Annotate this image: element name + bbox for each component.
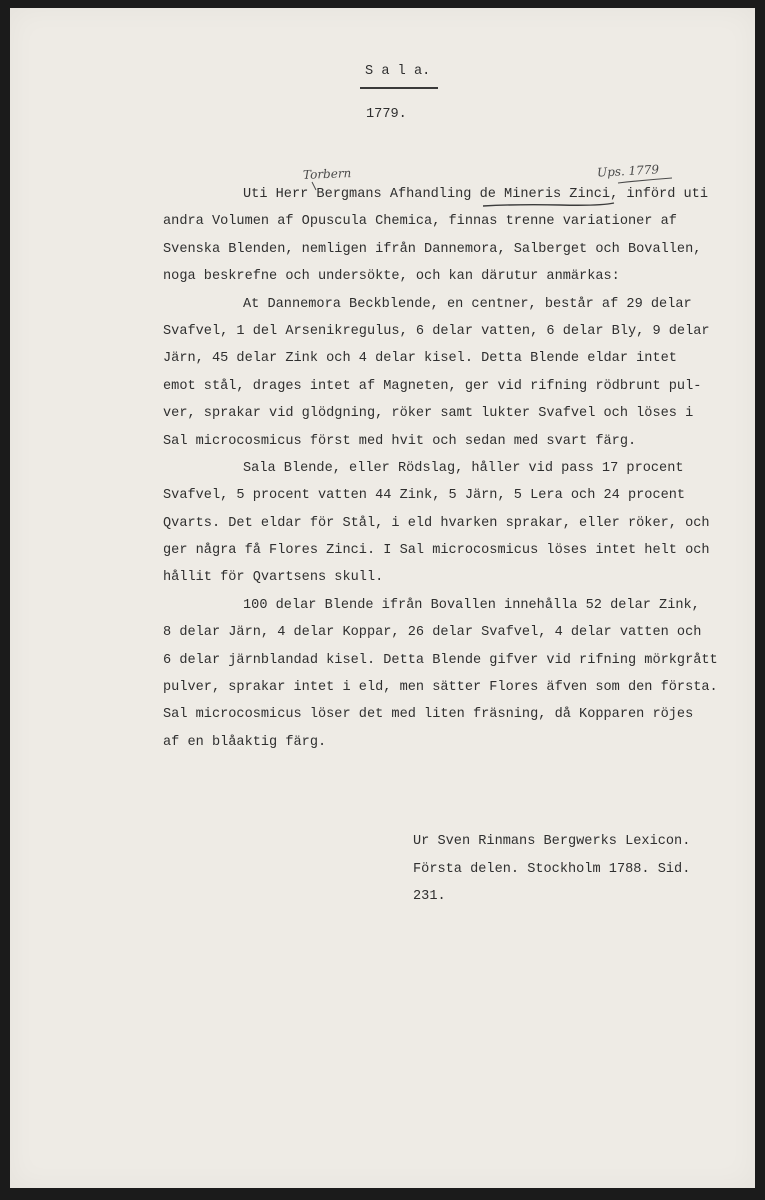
body-line: 8 delar Järn, 4 delar Koppar, 26 delar Svafvel, 4 delar vatten och bbox=[163, 625, 702, 641]
body-line: Svafvel, 1 del Arsenikregulus, 6 delar vatten, 6 delar Bly, 9 delar bbox=[163, 323, 710, 339]
title-underline bbox=[360, 87, 438, 89]
body-line: Uti Herr Bergmans Afhandling de Mineris Zinci, införd uti bbox=[243, 187, 708, 202]
body-line: 6 delar järnblandad kisel. Detta Blende gifver vid rifning mörkgrått bbox=[163, 652, 718, 668]
body-line: af en blåaktig färg. bbox=[163, 734, 327, 750]
body-line: Svafvel, 5 procent vatten 44 Zink, 5 Järn, 5 Lera och 24 procent bbox=[163, 488, 686, 504]
body-line: Sal microcosmicus först med hvit och sedan med svart färg. bbox=[163, 433, 637, 449]
body-line: andra Volumen af Opuscula Chemica, finnas trenne variationer af bbox=[163, 214, 677, 230]
page-title: S a l a. bbox=[365, 64, 431, 79]
handwritten-author-name: Torbern bbox=[302, 166, 352, 182]
body-line: Qvarts. Det eldar för Stål, i eld hvarken sprakar, eller röker, och bbox=[163, 515, 710, 531]
body-line: 100 delar Blende ifrån Bovallen innehålla 52 delar Zink, bbox=[243, 597, 700, 613]
source-line: Ur Sven Rinmans Bergwerks Lexicon. bbox=[413, 834, 691, 849]
source-line: 231. bbox=[413, 889, 446, 904]
body-line: Sala Blende, eller Rödslag, håller vid pass 17 procent bbox=[243, 460, 684, 476]
body-line: Svenska Blenden, nemligen ifrån Dannemora, Salberget och Bovallen, bbox=[163, 241, 702, 257]
body-line: At Dannemora Beckblende, en centner, består af 29 delar bbox=[243, 296, 692, 312]
body-line: Järn, 45 delar Zink och 4 delar kisel. Detta Blende eldar intet bbox=[163, 351, 677, 367]
body-line: ver, sprakar vid glödgning, röker samt lukter Svafvel och löses i bbox=[163, 406, 694, 422]
body-line: emot stål, drages intet af Magneten, ger vid rifning rödbrunt pul- bbox=[163, 378, 702, 394]
body-line: ger några få Flores Zinci. I Sal microcosmicus löses intet helt och bbox=[163, 543, 710, 559]
body-line: noga beskrefne och undersökte, och kan därutur anmärkas: bbox=[163, 269, 620, 285]
handwritten-publication-note: Ups. 1779 bbox=[596, 162, 660, 180]
body-line: pulver, sprakar intet i eld, men sätter Flores äfven som den första. bbox=[163, 680, 718, 696]
body-line: Sal microcosmicus löser det med liten fräsning, då Kopparen röjes bbox=[163, 707, 694, 723]
source-line: Första delen. Stockholm 1788. Sid. bbox=[413, 861, 691, 877]
body-line: hållit för Qvartsens skull. bbox=[163, 570, 384, 586]
body-text bbox=[163, 181, 743, 756]
source-citation bbox=[413, 828, 743, 911]
page-year: 1779. bbox=[366, 107, 407, 122]
